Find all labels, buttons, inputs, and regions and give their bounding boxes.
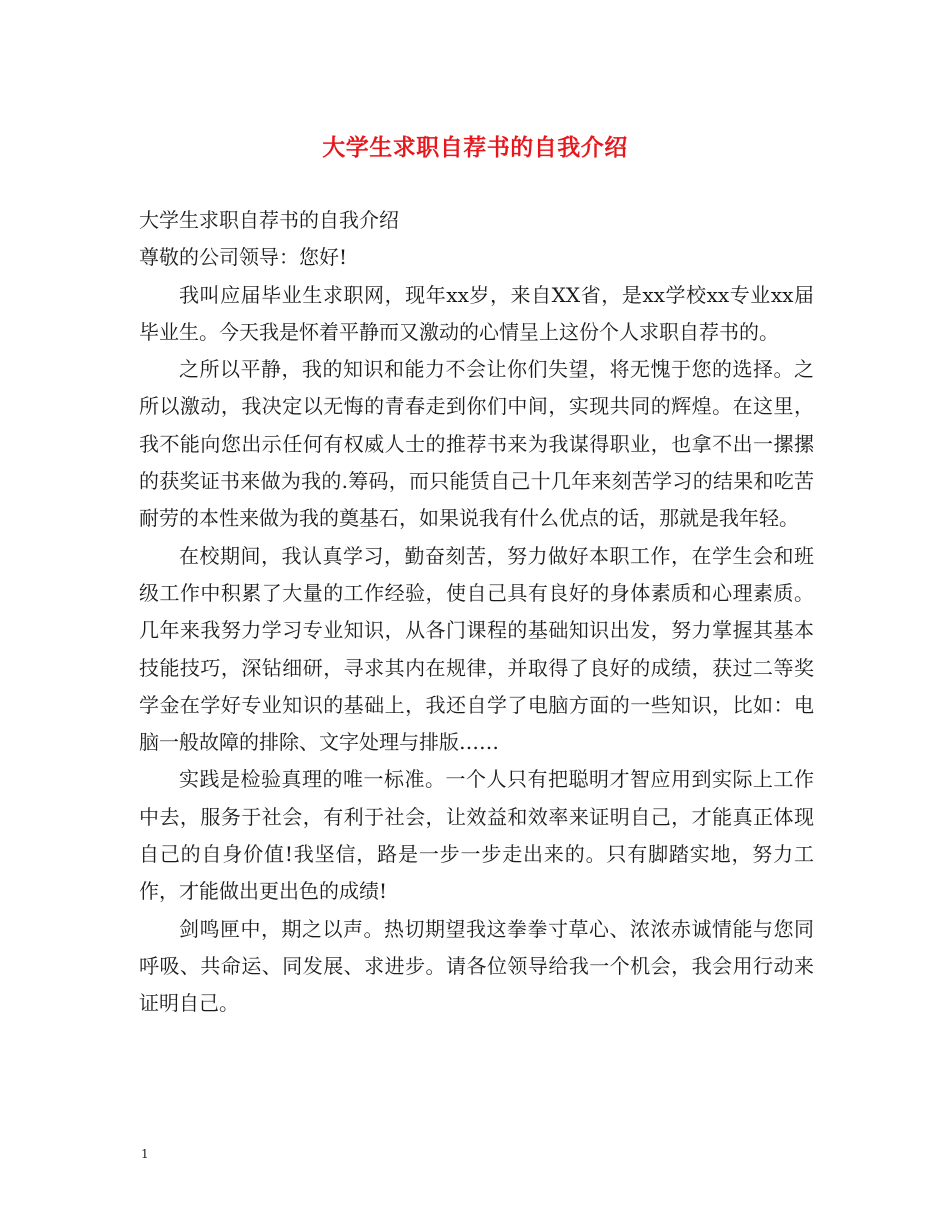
salutation: 尊敬的公司领导：您好! bbox=[139, 245, 348, 270]
document-subtitle: 大学生求职自荐书的自我介绍 bbox=[139, 208, 399, 232]
paragraph-closing: 剑鸣匣中，期之以声。热切期望我这拳拳寸草心、浓浓赤诚情能与您同呼吸、共命运、同发展、求进步。请各位领导给我一个机会，我会用行动来证明自己。 bbox=[139, 916, 814, 1016]
paragraph-practice: 实践是检验真理的唯一标准。一个人只有把聪明才智应用到实际上工作中去，服务于社会，有利于社会，让效益和效率来证明自己，才能真正体现自己的自身价值!我坚信，路是一步一步走出来的。只有脚踏实地，努力工作，才能做出更出色的成绩! bbox=[139, 767, 814, 904]
paragraph-introduction: 我叫应届毕业生求职网，现年xx岁，来自XX省，是xx学校xx专业xx届毕业生。今天我是怀着平静而又激动的心情呈上这份个人求职自荐书的。 bbox=[139, 282, 814, 344]
document-body bbox=[139, 202, 814, 1023]
page-number: 1 bbox=[141, 1147, 149, 1161]
document-title: 大学生求职自荐书的自我介绍 bbox=[322, 134, 628, 161]
paragraph-motivation: 之所以平静，我的知识和能力不会让你们失望，将无愧于您的选择。之所以激动，我决定以无悔的青春走到你们中间，实现共同的辉煌。在这里，我不能向您出示任何有权威人士的推荐书来为我谋得职业，也拿不出一摞摞的获奖证书来做为我的.筹码，而只能赁自己十几年来刻苦学习的结果和吃苦耐劳的本性来做为我的奠基石，如果说我有什么优点的话，那就是我年轻。 bbox=[139, 357, 814, 531]
paragraph-school-experience: 在校期间，我认真学习，勤奋刻苦，努力做好本职工作，在学生会和班级工作中积累了大量的工作经验，使自己具有良好的身体素质和心理素质。几年来我努力学习专业知识，从各门课程的基础知识出发，努力掌握其基本技能技巧，深钻细研，寻求其内在规律，并取得了良好的成绩，获过二等奖学金在学好专业知识的基础上，我还自学了电脑方面的一些知识，比如：电脑一般故障的排除、文字处理与排版…… bbox=[139, 543, 814, 755]
